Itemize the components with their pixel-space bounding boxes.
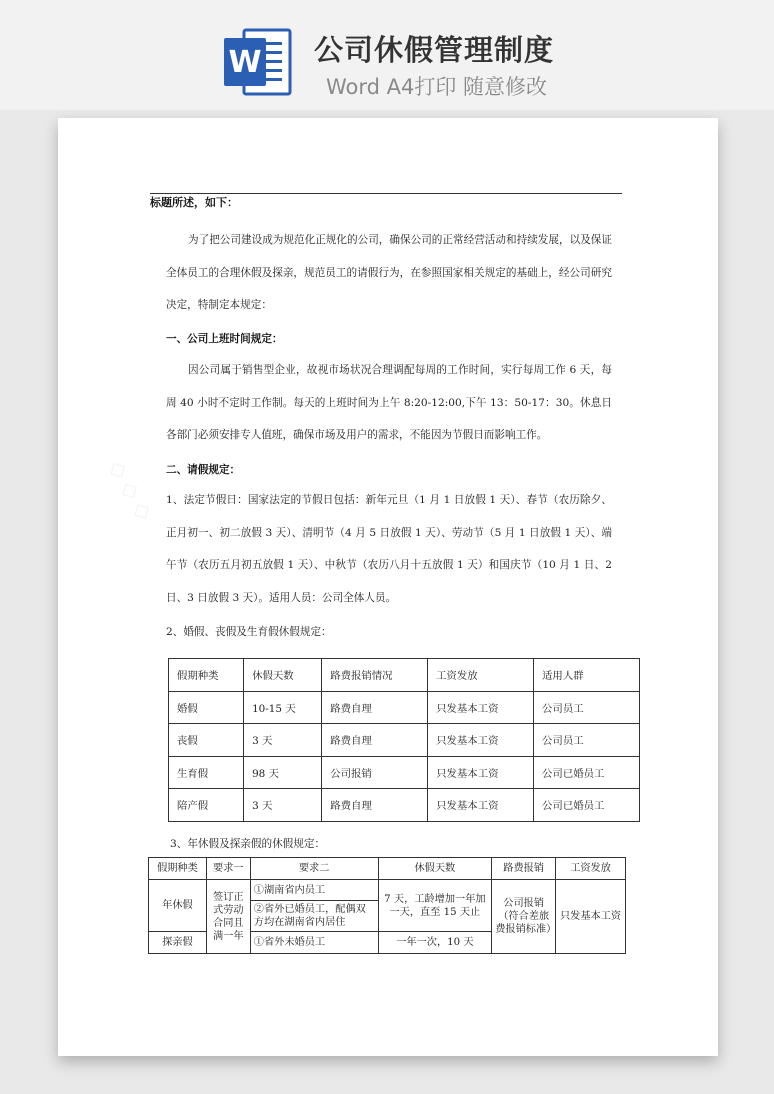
table-header-cell: 假期种类 — [149, 858, 207, 880]
leave-table — [168, 658, 640, 822]
table-cell: 3 天 — [244, 724, 322, 757]
table-header-cell: 休假天数 — [378, 858, 492, 880]
table-cell: 只发基本工资 — [556, 880, 626, 954]
table-cell: 年休假 — [149, 880, 207, 932]
intro-paragraph: 为了把公司建设成为规范化正规化的公司，确保公司的正常经营活动和持续发展，以及保证全体员工的合理休假及探亲，规范员工的请假行为，在参照国家相关规定的基础上，经公司研究决定，特制定本规定： — [166, 234, 612, 311]
table-cell: 公司已婚员工 — [534, 756, 640, 789]
watermark: ◇ ◇ ◇ — [103, 456, 158, 525]
annual-leave-table — [148, 857, 626, 954]
table-row — [169, 789, 640, 822]
table-cell: ①湖南省内员工 — [250, 880, 378, 901]
table-row — [169, 756, 640, 789]
table-row — [149, 880, 626, 901]
word-icon-letter: W — [228, 45, 262, 80]
table-cell: ②省外已婚员工，配偶双方均在湖南省内居住 — [250, 901, 378, 932]
table-header-row — [169, 659, 640, 692]
banner-subtitle: Word A4打印 随意修改 — [326, 75, 548, 99]
table-header-cell: 休假天数 — [244, 659, 322, 692]
heading-work-hours: 一、公司上班时间规定： — [166, 333, 283, 345]
table-cell: 路费自理 — [322, 789, 428, 822]
section-head: 标题所述，如下： — [150, 196, 238, 209]
table-cell: 7 天，工龄增加一年加一天，直至 15 天止 — [378, 880, 492, 932]
table-header-cell: 假期种类 — [169, 659, 244, 692]
table-cell: 只发基本工资 — [428, 691, 534, 724]
table-header-row — [149, 858, 626, 880]
table-cell: 公司报销 — [322, 756, 428, 789]
table-cell: 路费自理 — [322, 724, 428, 757]
table-cell: 婚假 — [169, 691, 244, 724]
table-header-cell: 要求二 — [250, 858, 378, 880]
header-banner — [0, 0, 774, 110]
table-cell: 签订正式劳动合同且满一年 — [206, 880, 250, 954]
marriage-leave-intro: 2、婚假、丧假及生育假休假规定： — [166, 626, 332, 638]
table-cell: 公司报销（符合差旅费报销标准） — [492, 880, 556, 954]
table-cell: 只发基本工资 — [428, 789, 534, 822]
table-header-cell: 要求一 — [206, 858, 250, 880]
table-row — [169, 724, 640, 757]
table-cell: 公司员工 — [534, 724, 640, 757]
holidays-paragraph: 1、法定节假日：国家法定的节假日包括：新年元旦（1 月 1 日放假 1 天）、春节（农历除夕、正月初一、初二放假 3 天）、清明节（4 月 5 日放假 1 天）、劳动节（5 月 1 日放假 1 天）、端午节（农历五月初五放假 1 天）、中秋节（农历八月十五放假 1 天）和国庆节（10 月 1 日、2 日、3 日放假 3 天）。适用人员：公司全体人员。 — [166, 494, 612, 604]
table-cell: 路费自理 — [322, 691, 428, 724]
annual-leave-intro: 3、年休假及探亲假的休假规定： — [170, 838, 326, 850]
table-header-cell: 工资发放 — [556, 858, 626, 880]
table-cell: 公司已婚员工 — [534, 789, 640, 822]
document-page — [58, 118, 718, 1056]
table-cell: 3 天 — [244, 789, 322, 822]
table-header-cell: 工资发放 — [428, 659, 534, 692]
table-cell: 丧假 — [169, 724, 244, 757]
word-doc-icon — [222, 26, 294, 98]
table-cell: 陪产假 — [169, 789, 244, 822]
table-row — [169, 691, 640, 724]
table-header-cell: 路费报销 — [492, 858, 556, 880]
table-cell: 探亲假 — [149, 932, 207, 954]
table-cell: 98 天 — [244, 756, 322, 789]
table-cell: ①省外未婚员工 — [250, 932, 378, 954]
table-cell: 一年一次，10 天 — [378, 932, 492, 954]
banner-title: 公司休假管理制度 — [314, 33, 555, 67]
table-header-cell: 适用人群 — [534, 659, 640, 692]
table-cell: 只发基本工资 — [428, 756, 534, 789]
table-cell: 公司员工 — [534, 691, 640, 724]
heading-leave: 二、请假规定： — [166, 464, 241, 476]
table-cell: 10-15 天 — [244, 691, 322, 724]
table-cell: 只发基本工资 — [428, 724, 534, 757]
table-cell: 生育假 — [169, 756, 244, 789]
work-hours-paragraph: 因公司属于销售型企业，故视市场状况合理调配每周的工作时间，实行每周工作 6 天，每周 40 小时不定时工作制。每天的上班时间为上午 8:20-12:00,下午 13：50-17：30。休息日各部门必须安排专人值班，确保市场及用户的需求，不能因为节假日而影响工作。 — [166, 364, 612, 441]
table-header-cell: 路费报销情况 — [322, 659, 428, 692]
